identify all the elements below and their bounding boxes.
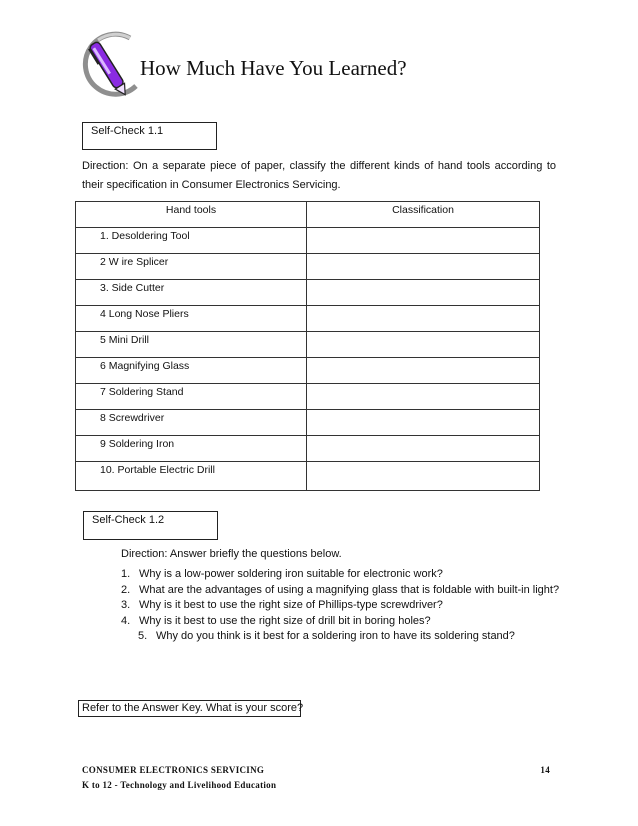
question-number: 3. bbox=[121, 599, 131, 612]
question-number: 1. bbox=[121, 568, 131, 580]
classification-cell bbox=[307, 228, 540, 254]
classification-cell bbox=[307, 306, 540, 332]
question-number: 2. bbox=[121, 583, 131, 596]
question-text: What are the advantages of using a magnifying glass that is foldable with built-in light? bbox=[139, 583, 560, 596]
table-header-row bbox=[76, 202, 540, 228]
question-number: 5. bbox=[138, 630, 148, 643]
score-prompt: Refer to the Answer Key. What is your score? bbox=[78, 700, 301, 717]
table-row bbox=[76, 280, 540, 306]
question-text: Why do you think is it best for a soldering iron to have its soldering stand? bbox=[156, 630, 515, 643]
footer-course-text: CONSUMER ELECTRONICS SERVICING bbox=[82, 765, 265, 775]
table-row bbox=[76, 228, 540, 254]
tool-cell: 9 Soldering Iron bbox=[76, 436, 307, 462]
table-row bbox=[76, 384, 540, 410]
question-number: 4. bbox=[121, 614, 131, 627]
classification-cell bbox=[307, 254, 540, 280]
classification-cell bbox=[307, 436, 540, 462]
table-row bbox=[76, 358, 540, 384]
header-hand-tools: Hand tools bbox=[76, 202, 307, 228]
classification-cell bbox=[307, 462, 540, 491]
self-check-1-label: Self-Check 1.1 bbox=[82, 122, 217, 150]
table-row bbox=[76, 436, 540, 462]
tool-cell: 2 W ire Splicer bbox=[76, 254, 307, 280]
tool-cell: 6 Magnifying Glass bbox=[76, 358, 307, 384]
table-row bbox=[76, 332, 540, 358]
self-check-1-direction: Direction: On a separate piece of paper, classify the different kinds of hand tools according to their specification in Consumer Electronics Servicing. bbox=[82, 160, 556, 191]
tool-cell: 1. Desoldering Tool bbox=[76, 228, 307, 254]
table-row bbox=[76, 410, 540, 436]
list-item bbox=[121, 614, 559, 630]
self-check-2-label: Self-Check 1.2 bbox=[83, 511, 218, 540]
table-row bbox=[76, 254, 540, 280]
footer-program: K to 12 - Technology and Livelihood Education bbox=[82, 780, 277, 790]
header-classification: Classification bbox=[307, 202, 540, 228]
question-list bbox=[121, 567, 559, 645]
footer-course-title bbox=[82, 765, 552, 775]
self-check-2-direction: Direction: Answer briefly the questions below. bbox=[121, 548, 342, 560]
question-text: Why is a low-power soldering iron suitable for electronic work? bbox=[139, 568, 443, 580]
tool-cell: 10. Portable Electric Drill bbox=[76, 462, 307, 491]
hand-tools-table bbox=[75, 201, 540, 491]
page-title: How Much Have You Learned? bbox=[140, 56, 407, 80]
list-item bbox=[121, 629, 559, 645]
list-item bbox=[121, 567, 559, 583]
classification-cell bbox=[307, 358, 540, 384]
list-item bbox=[121, 598, 559, 614]
list-item bbox=[121, 583, 559, 599]
tool-cell: 5 Mini Drill bbox=[76, 332, 307, 358]
tool-cell: 8 Screwdriver bbox=[76, 410, 307, 436]
classification-cell bbox=[307, 280, 540, 306]
tool-cell: 7 Soldering Stand bbox=[76, 384, 307, 410]
tool-cell: 3. Side Cutter bbox=[76, 280, 307, 306]
classification-cell bbox=[307, 410, 540, 436]
classification-cell bbox=[307, 332, 540, 358]
tool-cell: 4 Long Nose Pliers bbox=[76, 306, 307, 332]
table-row bbox=[76, 462, 540, 491]
classification-cell bbox=[307, 384, 540, 410]
page-number: 14 bbox=[540, 765, 550, 775]
question-text: Why is it best to use the right size of Phillips-type screwdriver? bbox=[139, 599, 443, 612]
pen-in-circle-icon bbox=[78, 30, 144, 100]
table-row bbox=[76, 306, 540, 332]
question-text: Why is it best to use the right size of drill bit in boring holes? bbox=[139, 614, 431, 627]
